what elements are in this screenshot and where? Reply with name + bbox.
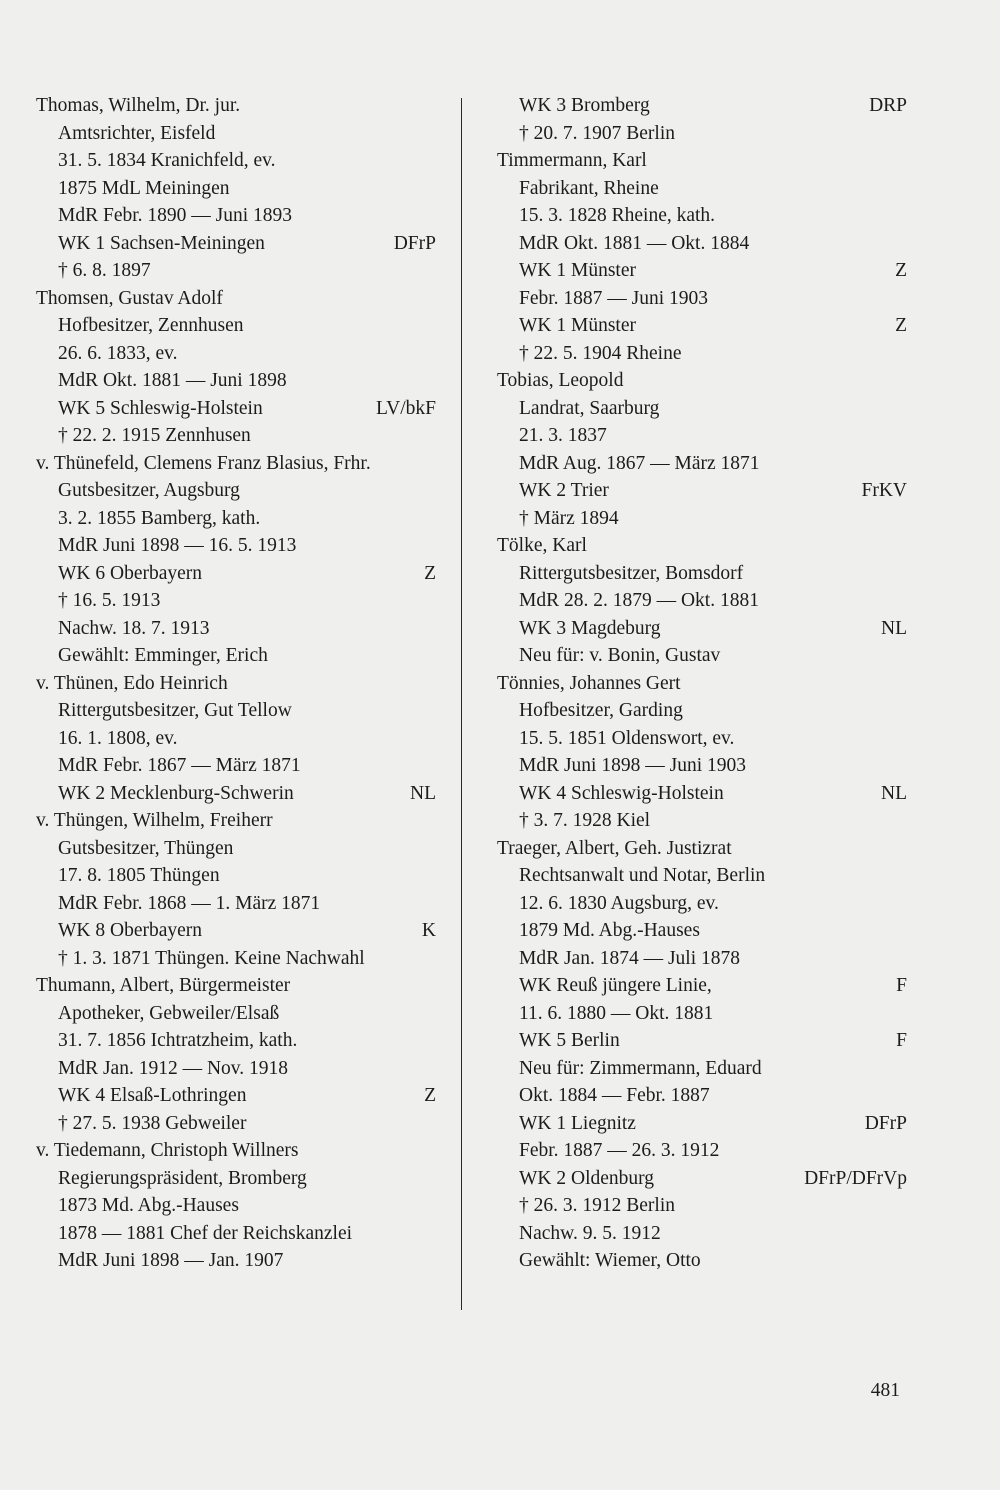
entry-line-text: WK 4 Elsaß-Lothringen <box>58 1085 247 1106</box>
entry-line-text: 1873 Md. Abg.-Hauses <box>58 1195 239 1216</box>
entry-line-text: MdR Juni 1898 — Jan. 1907 <box>58 1250 284 1271</box>
entry-line <box>36 615 436 643</box>
party-label: NL <box>881 782 907 804</box>
entry-line-text: † 26. 3. 1912 Berlin <box>519 1195 675 1216</box>
entry-line <box>497 450 907 478</box>
entry-line-text: Amtsrichter, Eisfeld <box>58 122 216 144</box>
entry-line <box>497 505 907 533</box>
column-divider <box>461 98 462 1310</box>
entry-name-text: Thomsen, Gustav Adolf <box>36 287 223 309</box>
entry-line-text: 31. 7. 1856 Ichtratzheim, kath. <box>58 1030 298 1051</box>
entry-name <box>36 285 436 313</box>
entry-line-text: MdR Febr. 1868 — 1. März 1871 <box>58 892 321 914</box>
entry-line <box>497 1027 907 1055</box>
entry-name-text: v. Thünefeld, Clemens Franz Blasius, Frhr. <box>36 452 371 474</box>
party-label: DFrP <box>864 1112 907 1134</box>
entry-line <box>36 1000 436 1028</box>
entry-line <box>497 1082 907 1110</box>
entry-name-text: Tönnies, Johannes Gert <box>497 672 681 694</box>
entry-line-text: 17. 8. 1805 Thüngen <box>58 865 220 886</box>
entry-line-text: † 22. 5. 1904 Rheine <box>519 342 682 364</box>
entry-line-text: 26. 6. 1833, ev. <box>58 342 178 364</box>
entry <box>497 92 907 147</box>
entry <box>36 92 436 285</box>
party-label: Z <box>424 562 436 584</box>
entry-name-text: Thumann, Albert, Bürgermeister <box>36 975 291 996</box>
entry <box>36 1137 436 1275</box>
entry-line <box>36 642 436 670</box>
entry-line <box>36 257 436 285</box>
entry-line-text: † 3. 7. 1928 Kiel <box>519 810 651 831</box>
entry-line-text: WK 6 Oberbayern <box>58 562 203 584</box>
entry-line-text: Gewählt: Emminger, Erich <box>58 645 268 666</box>
entry-line <box>497 697 907 725</box>
entry <box>497 532 907 670</box>
entry-line <box>497 780 907 808</box>
entry-line <box>36 945 436 973</box>
party-label: Z <box>895 315 907 336</box>
entry-name-text: Thomas, Wilhelm, Dr. jur. <box>36 95 241 116</box>
entry-name-text: Tölke, Karl <box>497 535 587 556</box>
entry-line <box>36 1192 436 1220</box>
entry <box>36 670 436 808</box>
entry-name <box>36 92 436 120</box>
entry-line-text: † 6. 8. 1897 <box>58 260 151 281</box>
entry-line-text: Nachw. 9. 5. 1912 <box>519 1222 661 1244</box>
entry <box>36 450 436 670</box>
entry-line <box>497 1165 907 1193</box>
entry-line-text: MdR Aug. 1867 — März 1871 <box>519 452 760 474</box>
entry-line-text: WK 5 Schleswig-Holstein <box>58 397 263 419</box>
entry-line-text: 31. 5. 1834 Kranichfeld, ev. <box>58 150 276 171</box>
entry-line-text: MdR Febr. 1890 — Juni 1893 <box>58 205 293 226</box>
entry-line-text: Rittergutsbesitzer, Gut Tellow <box>58 700 292 721</box>
entry-name <box>36 807 436 835</box>
entry-line <box>497 202 907 230</box>
entry-line <box>36 477 436 505</box>
entry-line <box>497 175 907 203</box>
entry-line <box>497 422 907 450</box>
entry <box>36 972 436 1137</box>
entry-line <box>36 422 436 450</box>
entry <box>497 367 907 532</box>
entry-line-text: MdR Okt. 1881 — Okt. 1884 <box>519 232 750 254</box>
entry-line-text: WK 4 Schleswig-Holstein <box>519 782 724 804</box>
entry-name-text: Traeger, Albert, Geh. Justizrat <box>497 837 732 859</box>
entry-line <box>36 835 436 863</box>
entry-line <box>36 202 436 230</box>
entry-line-text: Regierungspräsident, Bromberg <box>58 1167 307 1189</box>
entry-line <box>497 1055 907 1083</box>
entry-line <box>497 917 907 945</box>
entry <box>36 807 436 972</box>
entry-name-text: v. Tiedemann, Christoph Willners <box>36 1140 299 1161</box>
entry-name <box>497 532 907 560</box>
entry-line-text: 1879 Md. Abg.-Hauses <box>519 920 700 941</box>
entry-line <box>497 1110 907 1138</box>
entry-name <box>497 147 907 175</box>
entry-line <box>497 120 907 148</box>
entry-line <box>497 560 907 588</box>
entry <box>497 670 907 835</box>
entry-line-text: MdR Jan. 1874 — Juli 1878 <box>519 947 741 969</box>
entry-line-text: Febr. 1887 — 26. 3. 1912 <box>519 1140 720 1161</box>
entry-name-text: v. Thünen, Edo Heinrich <box>36 672 228 694</box>
entry-line <box>36 752 436 780</box>
entry-line-text: † 22. 2. 1915 Zennhusen <box>58 425 251 446</box>
entry-line <box>497 725 907 753</box>
entry-name <box>36 972 436 1000</box>
entry-line-text: WK 1 Sachsen-Meiningen <box>58 232 265 254</box>
entry-line-text: MdR Juni 1898 — 16. 5. 1913 <box>58 535 297 556</box>
page-number: 481 <box>870 1380 900 1401</box>
entry-line-text: Landrat, Saarburg <box>519 397 660 419</box>
entry-line <box>36 340 436 368</box>
entry-line <box>497 1000 907 1028</box>
party-label: Z <box>424 1085 436 1106</box>
entry-line-text: Rechtsanwalt und Notar, Berlin <box>519 865 766 886</box>
entry-line <box>36 560 436 588</box>
entry-line-text: WK Reuß jüngere Linie, <box>519 975 712 996</box>
entry-name <box>36 450 436 478</box>
entry-line <box>36 1165 436 1193</box>
entry-line-text: Gutsbesitzer, Thüngen <box>58 837 234 859</box>
entry-name <box>36 1137 436 1165</box>
entry-line <box>497 642 907 670</box>
entry-line <box>36 120 436 148</box>
party-label: DFrP <box>393 232 436 254</box>
entry-line-text: † 20. 7. 1907 Berlin <box>519 122 675 144</box>
entry-line-text: Neu für: Zimmermann, Eduard <box>519 1057 762 1079</box>
entry-line-text: † März 1894 <box>519 507 619 529</box>
entry-line-text: Hofbesitzer, Garding <box>519 700 683 721</box>
entry-line <box>36 1082 436 1110</box>
entry-line <box>497 312 907 340</box>
entry-line <box>36 505 436 533</box>
entry-line <box>497 945 907 973</box>
entry-line <box>497 807 907 835</box>
entry-line <box>36 697 436 725</box>
entry-line <box>497 1220 907 1248</box>
entry-line-text: Okt. 1884 — Febr. 1887 <box>519 1085 710 1106</box>
entry-line <box>36 1055 436 1083</box>
entry-line <box>497 972 907 1000</box>
party-label: LV/bkF <box>376 397 436 419</box>
entry-line-text: 15. 3. 1828 Rheine, kath. <box>519 205 716 226</box>
entry-line-text: WK 2 Trier <box>519 480 609 501</box>
entry-line <box>497 257 907 285</box>
party-label: Z <box>895 260 907 281</box>
entry-line <box>36 1110 436 1138</box>
party-label: NL <box>881 617 907 639</box>
party-label: FrKV <box>861 480 907 501</box>
party-label: F <box>896 975 907 996</box>
entry-line <box>36 147 436 175</box>
entry-line-text: Gewählt: Wiemer, Otto <box>519 1250 701 1271</box>
entry-line <box>36 1247 436 1275</box>
entry-line-text: MdR Okt. 1881 — Juni 1898 <box>58 370 287 391</box>
left-column <box>36 92 436 1275</box>
entry-line-text: MdR Juni 1898 — Juni 1903 <box>519 755 746 776</box>
entry-line-text: WK 2 Oldenburg <box>519 1167 655 1189</box>
entry-line-text: Nachw. 18. 7. 1913 <box>58 617 210 639</box>
entry-line <box>36 1027 436 1055</box>
entry-line-text: 3. 2. 1855 Bamberg, kath. <box>58 507 261 529</box>
right-column <box>497 92 907 1275</box>
entry-line <box>497 752 907 780</box>
entry-line <box>36 780 436 808</box>
entry-line-text: MdR Febr. 1867 — März 1871 <box>58 755 301 776</box>
entry-line-text: Apotheker, Gebweiler/Elsaß <box>58 1002 280 1024</box>
entry-line <box>36 587 436 615</box>
entry-name <box>497 367 907 395</box>
entry-line-text: 15. 5. 1851 Oldenswort, ev. <box>519 727 735 749</box>
entry-line <box>497 1247 907 1275</box>
entry-line <box>497 862 907 890</box>
entry-name <box>497 670 907 698</box>
entry-line <box>36 367 436 395</box>
entry-line-text: Hofbesitzer, Zennhusen <box>58 315 244 336</box>
entry-line <box>36 175 436 203</box>
entry-line-text: 11. 6. 1880 — Okt. 1881 <box>519 1002 714 1024</box>
entry <box>36 285 436 450</box>
entry-line-text: WK 5 Berlin <box>519 1030 620 1051</box>
entry-line-text: WK 3 Bromberg <box>519 95 650 116</box>
entry-line-text: 16. 1. 1808, ev. <box>58 727 178 749</box>
entry-line-text: † 27. 5. 1938 Gebweiler <box>58 1112 247 1134</box>
entry-line <box>497 890 907 918</box>
entry-line-text: WK 2 Mecklenburg-Schwerin <box>58 782 294 804</box>
entry <box>497 835 907 1275</box>
entry-line-text: Febr. 1887 — Juni 1903 <box>519 287 709 309</box>
entry-line-text: † 1. 3. 1871 Thüngen. Keine Nachwahl <box>58 947 365 969</box>
entry-line <box>497 230 907 258</box>
entry-name-text: Tobias, Leopold <box>497 370 624 391</box>
entry-line-text: MdR 28. 2. 1879 — Okt. 1881 <box>519 590 759 611</box>
entry-line <box>497 395 907 423</box>
entry-line <box>497 340 907 368</box>
entry-line-text: Rittergutsbesitzer, Bomsdorf <box>519 562 744 584</box>
entry-line <box>36 230 436 258</box>
party-label: F <box>896 1030 907 1051</box>
entry-line <box>497 1137 907 1165</box>
entry-line-text: Gutsbesitzer, Augsburg <box>58 480 240 501</box>
entry-line-text: † 16. 5. 1913 <box>58 590 161 611</box>
entry-line <box>36 725 436 753</box>
party-label: DRP <box>869 95 907 116</box>
entry-line <box>36 395 436 423</box>
entry-line <box>497 587 907 615</box>
entry-line <box>36 862 436 890</box>
entry-line-text: 1878 — 1881 Chef der Reichskanzlei <box>58 1222 353 1244</box>
entry-line-text: 1875 MdL Meiningen <box>58 177 230 199</box>
entry-line <box>36 532 436 560</box>
entry-line <box>497 615 907 643</box>
entry-line-text: WK 3 Magdeburg <box>519 617 661 639</box>
entry <box>497 147 907 367</box>
entry-line <box>36 312 436 340</box>
entry-line <box>497 477 907 505</box>
entry-line <box>36 1220 436 1248</box>
party-label: DFrP/DFrVp <box>804 1167 907 1189</box>
entry-line <box>497 285 907 313</box>
entry-name-text: Timmermann, Karl <box>497 150 647 171</box>
entry-line <box>36 917 436 945</box>
entry-line <box>497 1192 907 1220</box>
entry-line-text: WK 1 Liegnitz <box>519 1112 636 1134</box>
entry-line <box>497 92 907 120</box>
entry-line-text: WK 8 Oberbayern <box>58 920 203 941</box>
entry-line-text: WK 1 Münster <box>519 315 636 336</box>
party-label: K <box>421 920 436 941</box>
entry-line <box>36 890 436 918</box>
entry-name-text: v. Thüngen, Wilhelm, Freiherr <box>36 810 273 831</box>
entry-name <box>497 835 907 863</box>
entry-line-text: 12. 6. 1830 Augsburg, ev. <box>519 892 719 914</box>
entry-line-text: WK 1 Münster <box>519 260 636 281</box>
entry-line-text: Fabrikant, Rheine <box>519 177 659 199</box>
entry-line-text: 21. 3. 1837 <box>519 425 607 446</box>
entry-name <box>36 670 436 698</box>
party-label: NL <box>410 782 436 804</box>
entry-line-text: Neu für: v. Bonin, Gustav <box>519 645 721 666</box>
entry-line-text: MdR Jan. 1912 — Nov. 1918 <box>58 1057 289 1079</box>
